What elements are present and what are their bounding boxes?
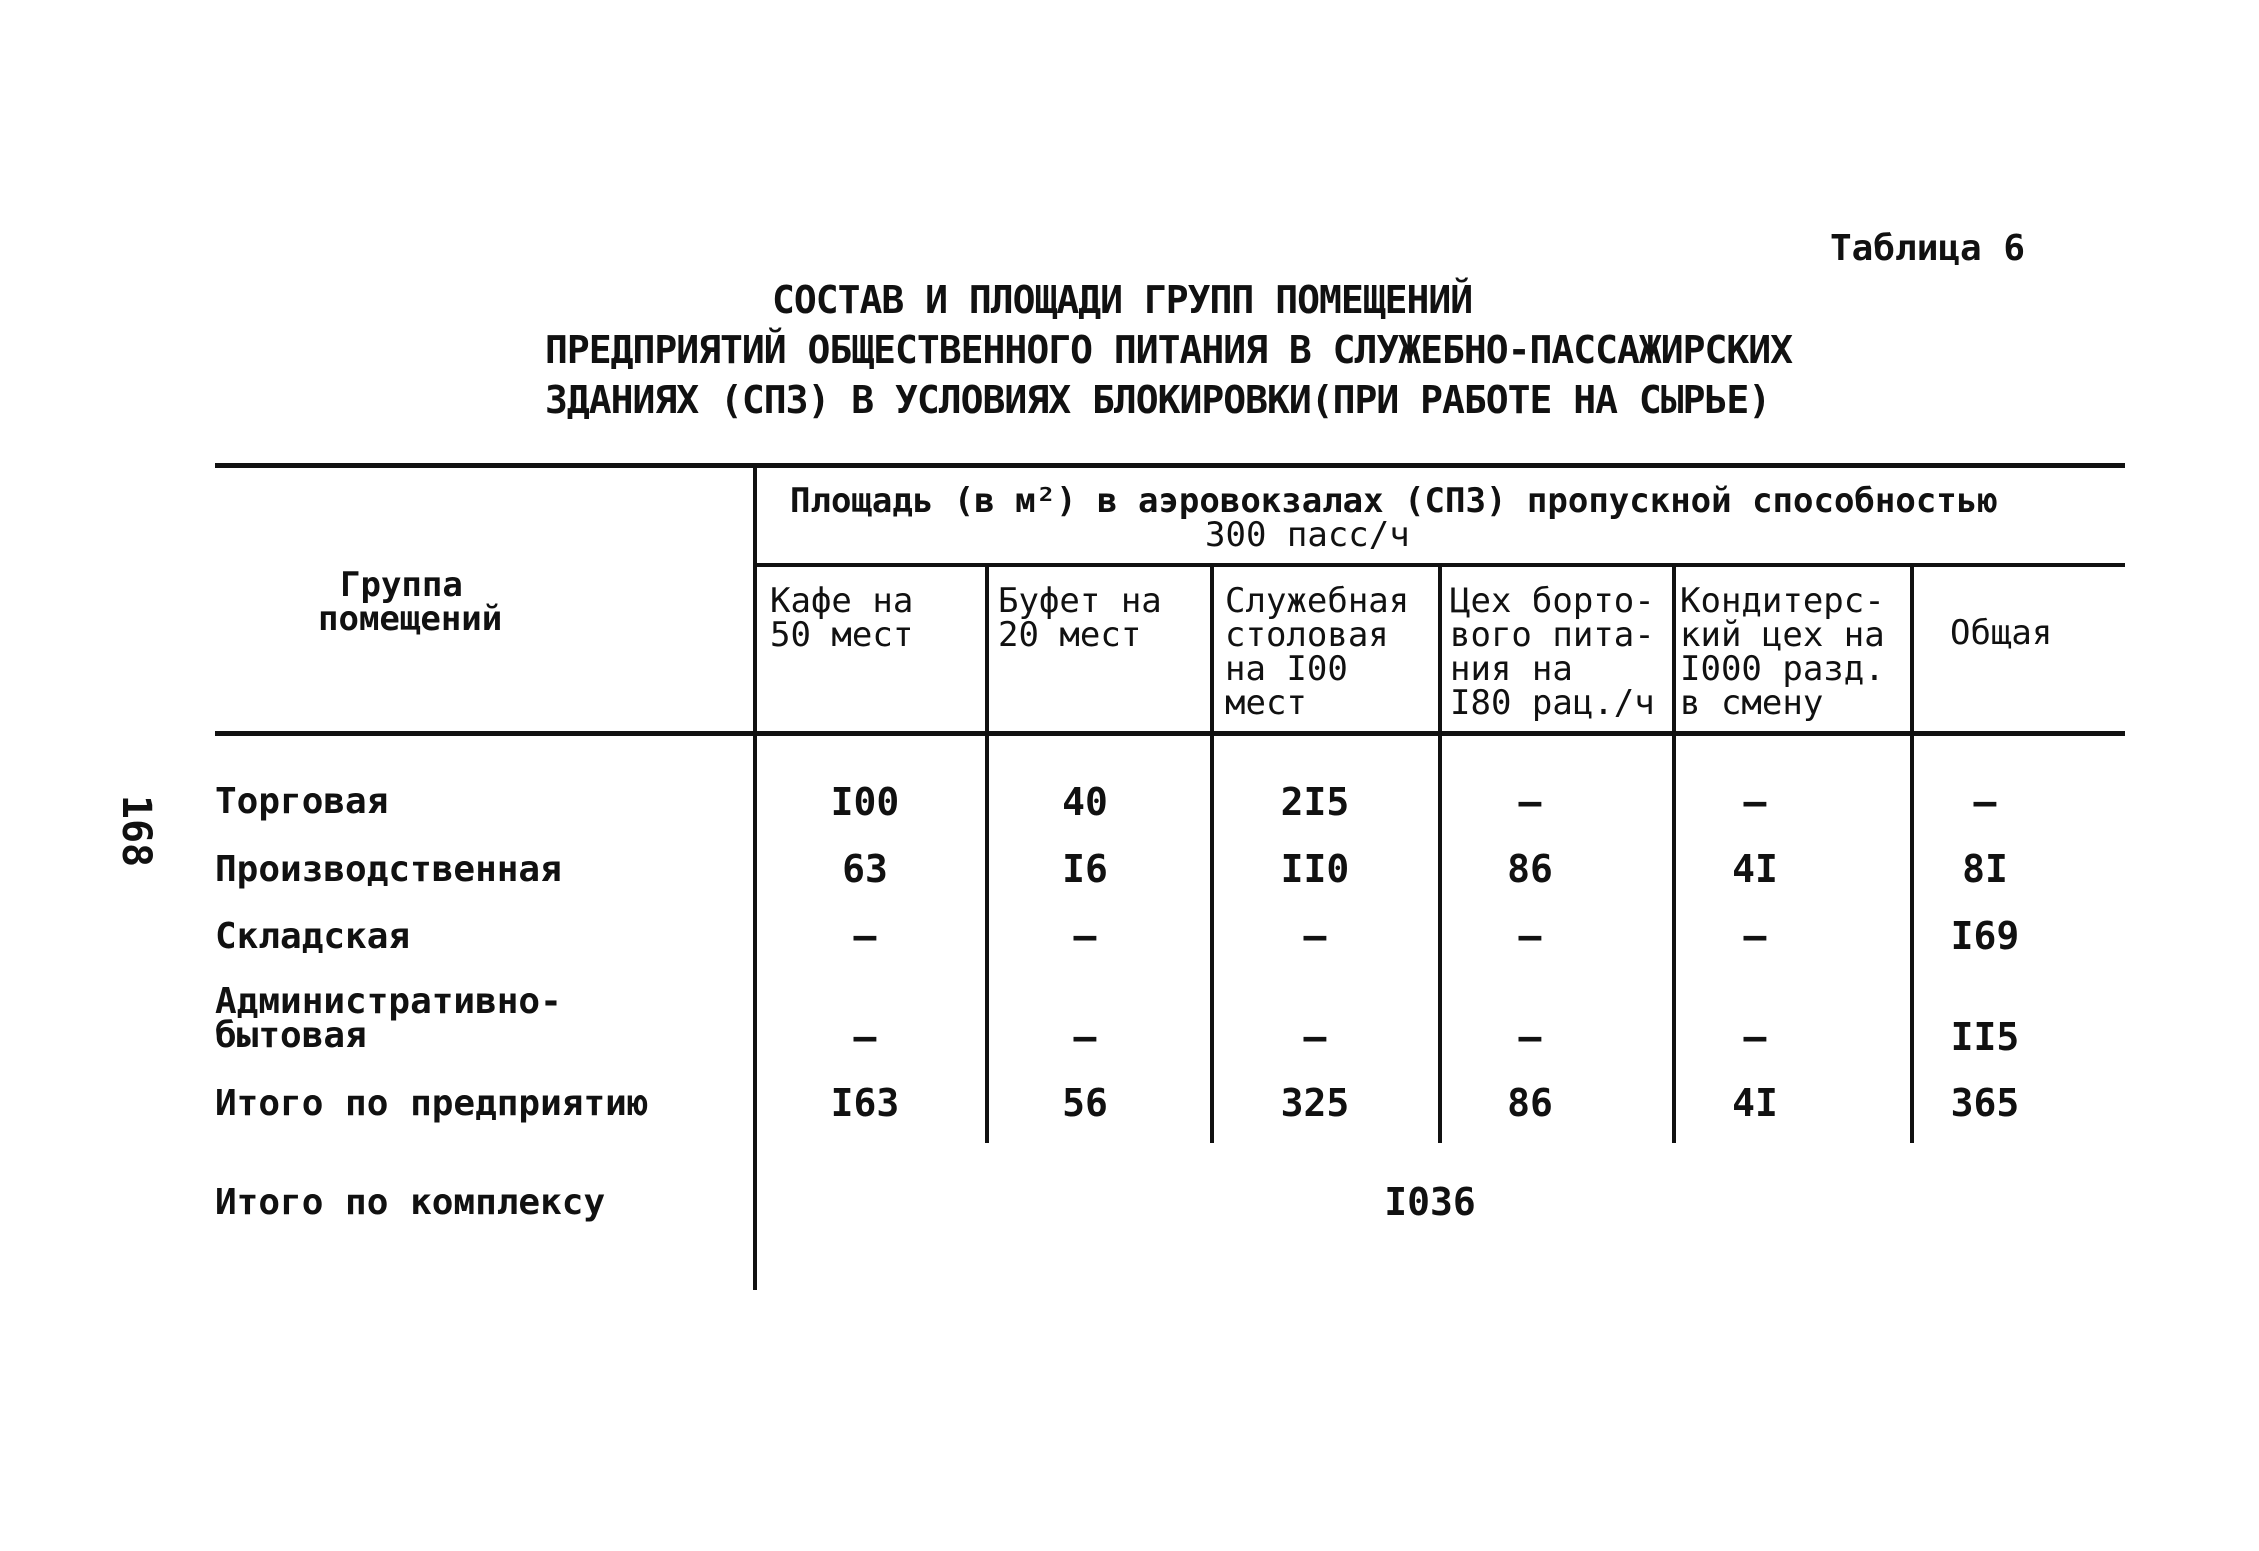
group-header-line-1: Группа <box>340 565 463 605</box>
row-label-enterprise-total: Итого по предприятию <box>215 1083 649 1124</box>
table-cell: 63 <box>842 847 888 891</box>
title-line-3: ЗДАНИЯХ (СПЗ) В УСЛОВИЯХ БЛОКИРОВКИ(ПРИ РАБОТЕ НА СЫРЬЕ) <box>545 378 1771 422</box>
table-cell: – <box>1518 1015 1542 1059</box>
table-cell: 8I <box>1962 847 2008 891</box>
table-cell: I00 <box>830 780 900 824</box>
col-header-cafe: Кафе на 50 мест <box>770 581 914 655</box>
row-label-administrative: Административно- бытовая <box>215 981 562 1056</box>
title-line-2: ПРЕДПРИЯТИЙ ОБЩЕСТВЕННОГО ПИТАНИЯ В СЛУЖЕБНО-ПАССАЖИРСКИХ <box>545 328 1793 372</box>
table-cell: – <box>1743 1015 1767 1059</box>
table-cell: II0 <box>1280 847 1350 891</box>
table-cell: – <box>853 1015 877 1059</box>
table-cell: – <box>1073 1015 1097 1059</box>
table-cell: 2I5 <box>1280 780 1350 824</box>
table-cell: – <box>1518 780 1542 824</box>
table-cell: – <box>1973 780 1997 824</box>
table-cell: II5 <box>1950 1015 2020 1059</box>
table-number-label: Таблица 6 <box>1830 228 2026 269</box>
col-header-buffet: Буфет на 20 мест <box>998 581 1162 655</box>
table-cell: 325 <box>1280 1081 1350 1125</box>
col-header-total: Общая <box>1950 613 2053 653</box>
table-cell: 365 <box>1950 1081 2020 1125</box>
table-cell: – <box>1303 914 1327 958</box>
area-header-line-2: 300 пасс/ч <box>1205 515 1410 555</box>
complex-total-value: I036 <box>1384 1180 1476 1224</box>
table-cell: 86 <box>1507 1081 1553 1125</box>
table-cell: – <box>1303 1015 1327 1059</box>
column-rule-2 <box>1210 565 1214 1143</box>
row-label-trade: Торговая <box>215 781 389 822</box>
group-header-line-2: помещений <box>318 599 503 639</box>
table-cell: 40 <box>1062 780 1108 824</box>
row-label-storage: Складская <box>215 916 411 957</box>
table-cell: – <box>1743 780 1767 824</box>
col-header-canteen: Служебная столовая на I00 мест <box>1225 581 1410 723</box>
table-cell: – <box>853 914 877 958</box>
header-bottom-rule <box>215 731 2125 736</box>
table-cell: – <box>1073 914 1097 958</box>
table-top-rule <box>215 463 2125 468</box>
table-cell: – <box>1743 914 1767 958</box>
col-header-confectionery: Кондитерс- кий цех на I000 разд. в смену <box>1680 581 1885 723</box>
area-header-line-1: Площадь (в м²) в аэровокзалах (СПЗ) пропускной способностью <box>790 481 1998 521</box>
table-cell: 86 <box>1507 847 1553 891</box>
table-cell: 56 <box>1062 1081 1108 1125</box>
table-cell: 4I <box>1732 847 1778 891</box>
label-column-rule <box>753 465 757 1290</box>
title-line-1: СОСТАВ И ПЛОЩАДИ ГРУПП ПОМЕЩЕНИЙ <box>772 278 1473 322</box>
table-cell: – <box>1518 914 1542 958</box>
column-rule-3 <box>1438 565 1442 1143</box>
complex-total-label: Итого по комплексу <box>215 1182 606 1223</box>
page-number: 168 <box>113 794 160 868</box>
table-cell: I6 <box>1062 847 1108 891</box>
table-cell: 4I <box>1732 1081 1778 1125</box>
col-header-onboard-catering: Цех борто- вого пита- ния на I80 рац./ч <box>1450 581 1655 723</box>
table-cell: I69 <box>1950 914 2020 958</box>
table-cell: I63 <box>830 1081 900 1125</box>
column-rule-1 <box>985 565 989 1143</box>
row-label-production: Производственная <box>215 849 562 890</box>
